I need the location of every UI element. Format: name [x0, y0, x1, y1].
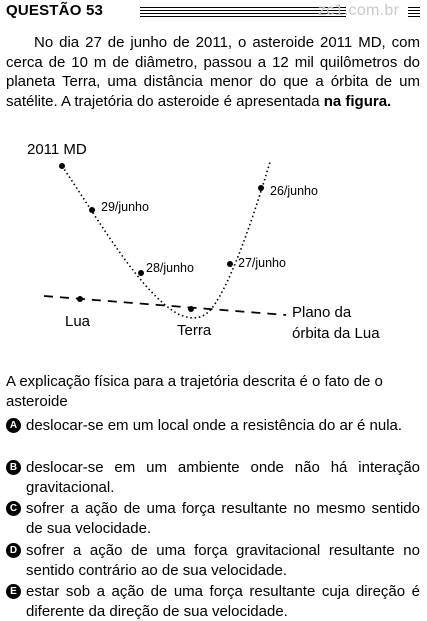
alternative-d[interactable]: [6, 541, 420, 580]
alternative-text: deslocar-se em um ambiente onde não há interação gravitacional.: [26, 459, 420, 496]
header-rule-lines-end: [408, 7, 420, 17]
letter-badge-b: B: [6, 460, 21, 475]
question-header: [6, 2, 420, 22]
label-plane-line1: Plano da: [292, 304, 352, 321]
alternative-text: deslocar-se em um local onde a resistência do ar é nula.: [26, 417, 403, 434]
alternative-c[interactable]: [6, 499, 420, 538]
label-28-june: 28/junho: [146, 261, 194, 275]
intro-paragraph: [6, 33, 420, 111]
header-rule-lines: [140, 7, 346, 17]
letter-badge-a: A: [6, 418, 21, 433]
label-plane-line2: órbita da Lua: [292, 325, 380, 342]
label-26-june: 26/junho: [270, 184, 318, 198]
point-moon: [77, 296, 83, 302]
intro-text: No dia 27 de junho de 2011, o asteroide 2011 MD, com cerca de 10 m de diâmetro, passou a 12 mil quilômetros do planeta Terra, uma distância menor do que a órbita de um satélite. A trajetória do asteroide é apresentada: [6, 34, 420, 110]
alternative-b[interactable]: [6, 458, 420, 497]
label-moon: Lua: [65, 313, 91, 330]
question-title: QUESTÃO 53: [6, 2, 104, 19]
letter-badge-e: E: [6, 584, 21, 599]
intro-bold: na figura.: [323, 92, 392, 110]
alternative-text: sofrer a ação de uma força resultante no mesmo sentido de sua velocidade.: [26, 500, 420, 537]
alternative-e[interactable]: [6, 582, 420, 621]
letter-badge-d: D: [6, 543, 21, 558]
asteroid-trajectory: [62, 162, 270, 318]
label-29-june: 29/junho: [101, 200, 149, 214]
label-earth: Terra: [177, 322, 212, 339]
point-29-june: [89, 207, 95, 213]
label-27-june: 27/junho: [238, 256, 286, 270]
label-asteroid: 2011 MD: [27, 141, 87, 158]
point-26-june: [258, 185, 264, 191]
alternative-text: estar sob a ação de uma força resultante cuja direção é diferente da direção de sua velocidade.: [26, 583, 420, 620]
watermark: zc1.com.br: [318, 2, 400, 19]
point-earth: [188, 306, 194, 312]
question-stem: A explicação física para a trajetória descrita é o fato de o asteroide: [6, 373, 383, 410]
point-27-june: [227, 261, 233, 267]
trajectory-figure: [0, 132, 427, 352]
letter-badge-c: C: [6, 501, 21, 516]
alternative-text: sofrer a ação de uma força gravitacional resultante no sentido contrário ao de sua velocidade.: [26, 542, 420, 579]
point-2011md: [59, 163, 65, 169]
point-28-june: [138, 270, 144, 276]
alternative-a[interactable]: [6, 416, 420, 436]
